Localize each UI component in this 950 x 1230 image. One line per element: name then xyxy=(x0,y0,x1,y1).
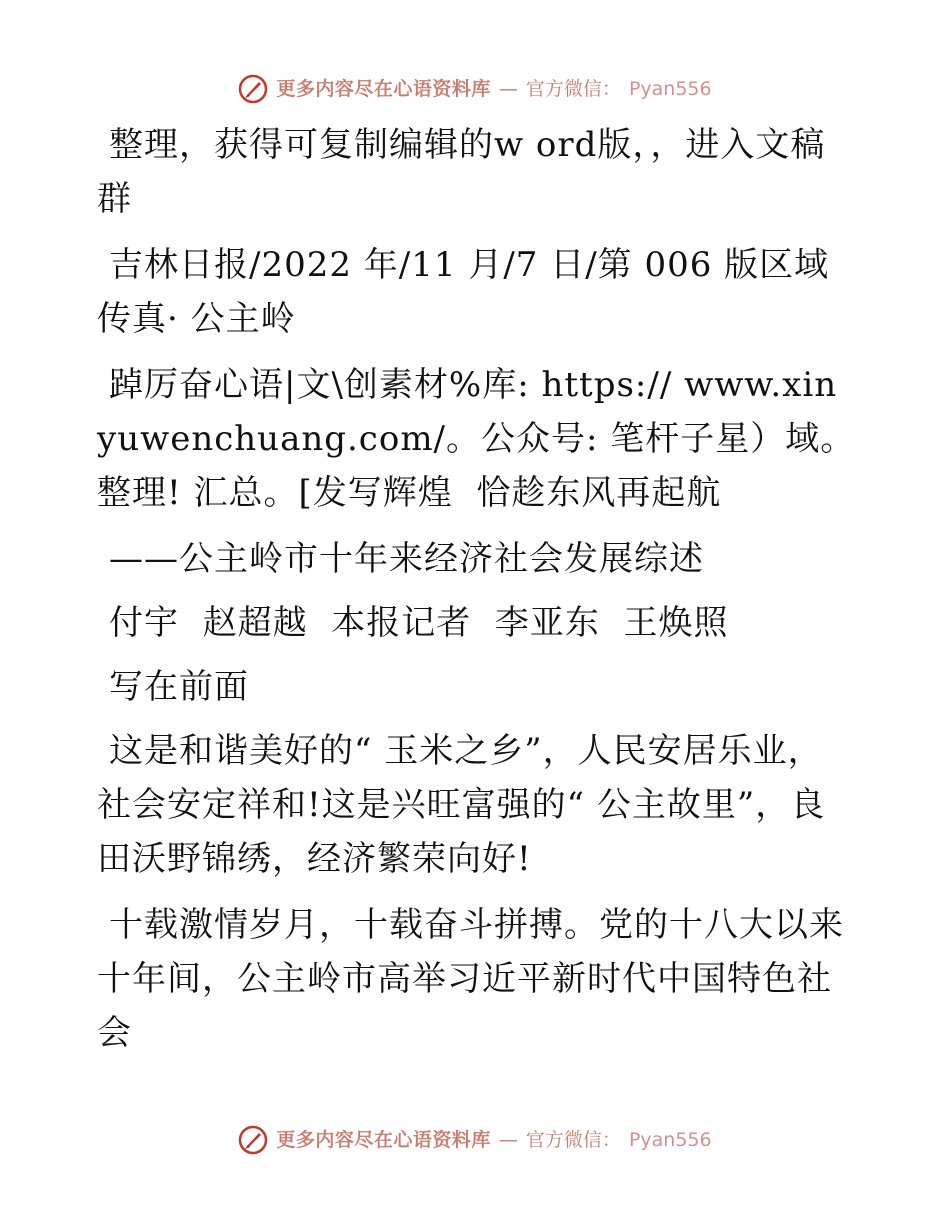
watermark-separator: — xyxy=(498,78,518,100)
document-body xyxy=(97,118,857,1072)
paragraph-authors: 付宇 赵超越 本报记者 李亚东 王焕照 xyxy=(109,603,729,643)
watermark-text: 更多内容尽在心语资料库 xyxy=(276,78,491,100)
watermark-id: Pyan556 xyxy=(628,78,712,100)
paragraph-source: 吉林日报/2022 年/11 月/7 日/第 006 版区域传真· 公主岭 xyxy=(97,245,830,339)
watermark-text: 更多内容尽在心语资料库 xyxy=(276,1129,491,1151)
watermark-separator: — xyxy=(498,1129,518,1151)
paragraph-heading: 写在前面 xyxy=(109,667,249,707)
footer-watermark xyxy=(0,1125,950,1155)
quill-pen-logo-icon xyxy=(238,74,268,104)
watermark-id: Pyan556 xyxy=(628,1129,712,1151)
watermark-label: 官方微信： xyxy=(525,78,621,100)
header-watermark xyxy=(0,74,950,104)
paragraph-subtitle: ——公主岭市十年来经济社会发展综述 xyxy=(109,539,704,579)
paragraph-intro: 整理，获得可复制编辑的w ord版，，进入文稿群 xyxy=(97,125,826,219)
paragraph-body-2: 十载激情岁月，十载奋斗拼搏。党的十八大以来十年间，公主岭市高举习近平新时代中国特色社会 xyxy=(97,905,844,1053)
paragraph-body-1: 这是和谐美好的“ 玉米之乡”，人民安居乐业，社会安定祥和!这是兴旺富强的“ 公主故里”，良田沃野锦绣，经济繁荣向好! xyxy=(97,731,826,879)
watermark-label: 官方微信： xyxy=(525,1129,621,1151)
paragraph-title: 踔厉奋心语|文\创素材%库: https:// www.xinyuwenchuang.com/。公众号: 笔杆子星）域。整理! 汇总。[发写辉煌 恰趁东风再起航 xyxy=(97,365,856,513)
quill-pen-logo-icon xyxy=(238,1125,268,1155)
